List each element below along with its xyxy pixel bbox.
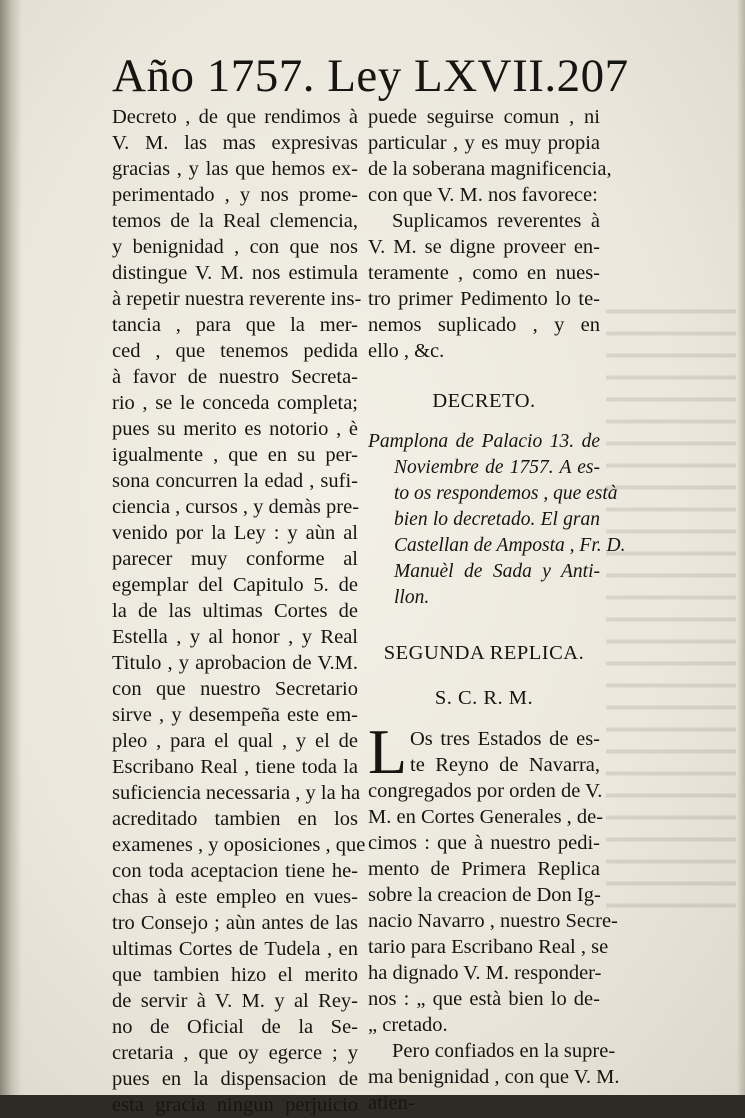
text-line: Escribano Real , tiene toda la: [112, 756, 358, 778]
text-line: à repetir nuestra reverente ins-: [112, 288, 362, 310]
text-line: tro Consejo ; aùn antes de las: [112, 912, 358, 934]
text-line: gracias , y las que hemos ex-: [112, 158, 358, 180]
text-line: de servir à V. M. y al Rey-: [112, 990, 358, 1012]
salutation: S. C. R. M.: [434, 687, 534, 709]
text-line: Castellan de Amposta , Fr. D.: [394, 535, 626, 556]
left-column: [112, 104, 366, 1118]
text-line: à favor de nuestro Secreta-: [112, 366, 358, 388]
text-line: Manuèl de Sada y Anti-: [394, 561, 600, 582]
text-line: Os tres Estados de es-: [410, 728, 600, 750]
text-line: sona concurren la edad , sufi-: [112, 470, 358, 492]
text-line: cimos : que à nuestro pedi-: [368, 832, 600, 854]
text-line: suficiencia necessaria , y la ha: [112, 782, 361, 804]
final-paragraph: [368, 1038, 620, 1090]
page-edge-shadow: [737, 0, 745, 1095]
text-line: tancia , para que la mer-: [112, 314, 358, 336]
text-line: V. M. las mas expresivas: [112, 132, 358, 154]
text-line: que tambien hizo el merito: [112, 964, 358, 986]
text-line: con que nuestro Secretario: [112, 678, 358, 700]
text-line: igualmente , que en su per-: [112, 444, 358, 466]
text-line: distingue V. M. nos estimula: [112, 262, 358, 284]
text-line: con toda aceptacion tiene he-: [112, 860, 358, 882]
text-line: y benignidad , con que nos: [112, 236, 358, 258]
text-line: Pero confiados en la supre-: [392, 1040, 616, 1062]
text-line: ciencia , cursos , y demàs pre-: [112, 496, 360, 518]
text-line: Noviembre de 1757. A es-: [394, 457, 600, 478]
text-line: pues en la dispensacion de: [112, 1068, 358, 1090]
text-line: acreditado tambien en los: [112, 808, 358, 830]
decree-text: [368, 429, 626, 611]
text-line: nacio Navarro , nuestro Secre-: [368, 910, 618, 932]
text-line: nemos suplicado , y en: [368, 314, 600, 336]
right-column: [368, 104, 626, 1116]
text-line: sirve , y desempeña este em-: [112, 704, 358, 726]
text-line: ced , que tenemos pedida: [112, 340, 358, 362]
drop-cap: L: [368, 716, 408, 787]
text-line: pues su merito es notorio , è: [112, 418, 358, 440]
text-line: examenes , y oposiciones , que: [112, 834, 366, 856]
text-line: de la soberana magnificencia,: [368, 158, 612, 180]
continuation-paragraph: [368, 104, 612, 208]
decree-heading: DECRETO.: [432, 390, 536, 412]
gutter-shadow: [0, 0, 22, 1095]
catchword: atien-: [368, 1092, 415, 1114]
text-line: esta gracia ningun perjuicio: [112, 1094, 358, 1116]
text-line: congregados por orden de V.: [368, 780, 603, 802]
text-line: perimentado , y nos prome-: [112, 184, 358, 206]
page-number: 207: [556, 50, 629, 102]
text-line: cretaria , que oy egerce ; y: [112, 1042, 358, 1064]
text-line: temos de la Real clemencia,: [112, 210, 358, 232]
text-line: nos : „ que està bien lo de-: [368, 988, 600, 1010]
text-line: con que V. M. nos favorece:: [368, 184, 598, 206]
text-line: bien lo decretado. El gran: [394, 509, 600, 530]
text-line: teramente , como en nues-: [368, 262, 600, 284]
text-line: ma benignidad , con que V. M.: [368, 1066, 620, 1088]
text-line: ultimas Cortes de Tudela , en: [112, 938, 358, 960]
text-line: te Reyno de Navarra,: [410, 754, 600, 776]
running-head-title: Año 1757. Ley LXVII.: [112, 50, 557, 102]
text-line: puede seguirse comun , ni: [368, 106, 600, 128]
text-line: V. M. se digne proveer en-: [368, 236, 600, 258]
text-line: pleo , para el qual , y el de: [112, 730, 358, 752]
text-line: Estella , y al honor , y Real: [112, 626, 358, 648]
text-line: particular , y es muy propia: [368, 132, 600, 154]
text-line: ello , &c.: [368, 340, 445, 362]
text-line: egemplar del Capitulo 5. de: [112, 574, 358, 596]
text-line: to os respondemos , que està: [394, 483, 618, 504]
text-line: venido por la Ley : y aùn al: [112, 522, 358, 544]
text-line: „ cretado.: [368, 1014, 448, 1036]
text-line: chas à este empleo en vues-: [112, 886, 358, 908]
text-line: Titulo , y aprobacion de V.M.: [112, 652, 358, 674]
text-line: mento de Primera Replica: [368, 858, 600, 880]
text-line: rio , se le conceda completa;: [112, 392, 358, 414]
text-line: Decreto , de que rendimos à: [112, 106, 358, 128]
show-through-bleed: [606, 300, 736, 920]
text-line: no de Oficial de la Se-: [112, 1016, 358, 1038]
text-line: tario para Escribano Real , se: [368, 936, 609, 958]
text-line: llon.: [394, 587, 430, 608]
replica-paragraph: [368, 716, 618, 1038]
text-line: tro primer Pedimento lo te-: [368, 288, 600, 310]
text-line: sobre la creacion de Don Ig-: [368, 884, 601, 906]
petition-paragraph: [368, 208, 600, 364]
section-heading: SEGUNDA REPLICA.: [383, 642, 585, 664]
text-line: Pamplona de Palacio 13. de: [368, 431, 600, 452]
text-line: la de las ultimas Cortes de: [112, 600, 358, 622]
text-line: ha dignado V. M. responder-: [368, 962, 602, 984]
text-line: M. en Cortes Generales , de-: [368, 806, 604, 828]
text-line: parecer muy conforme al: [112, 548, 358, 570]
text-line: Suplicamos reverentes à: [392, 210, 600, 232]
running-head: [112, 46, 629, 106]
